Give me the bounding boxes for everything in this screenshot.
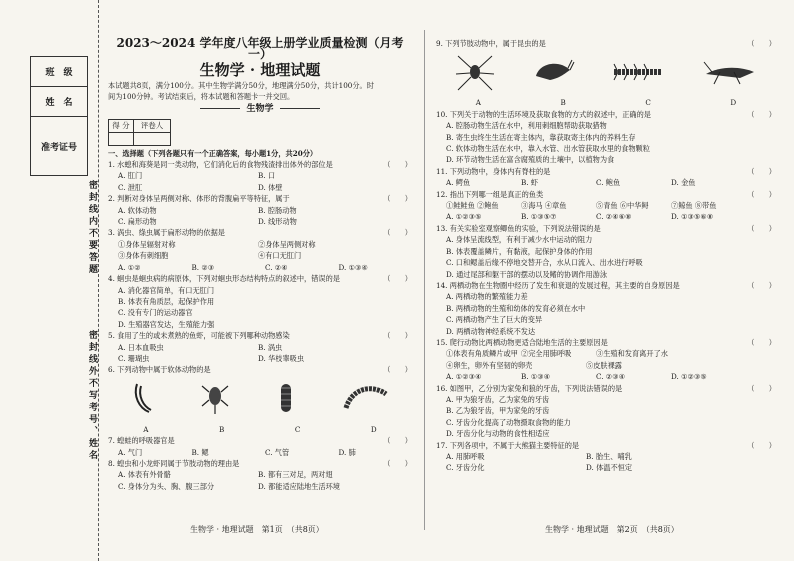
answer-option[interactable]: B. 口 bbox=[258, 171, 276, 181]
answer-option[interactable]: B. ②③ bbox=[191, 262, 215, 272]
question-stem: 7. 蝗蛙的呼吸器官是 （ ） bbox=[108, 436, 412, 446]
answer-option[interactable]: B bbox=[219, 424, 225, 434]
page-2 bbox=[436, 38, 776, 474]
answer-blank[interactable]: （ ） bbox=[747, 280, 776, 290]
answer-option[interactable]: A. 甲为狼牙齿，乙为家兔的牙齿 bbox=[446, 394, 550, 404]
footer-page-2: 生物学 · 地理试题 第2页 （共8页） bbox=[545, 525, 679, 534]
answer-option[interactable]: B bbox=[560, 98, 566, 108]
question-stem: 8. 蝗虫和小龙虾同属于节肢动物的理由是 （ ） bbox=[108, 458, 412, 468]
answer-option[interactable]: A. 消化器官简单，有口无肛门 bbox=[118, 285, 215, 295]
question-item bbox=[108, 435, 412, 458]
answer-blank[interactable]: （ ） bbox=[383, 365, 412, 375]
page-1 bbox=[108, 38, 412, 492]
answer-option[interactable]: A bbox=[143, 424, 149, 434]
answer-option[interactable]: C. 牙齿分化 bbox=[446, 463, 485, 473]
name-field[interactable]: 姓 名 bbox=[31, 87, 87, 117]
answer-option[interactable]: B. ①③④ bbox=[521, 372, 551, 382]
answer-option[interactable]: D. 通过尾部和躯干部的摆动以及鳍的协调作用游泳 bbox=[446, 269, 608, 279]
answer-option[interactable]: C bbox=[645, 98, 651, 108]
answer-option[interactable]: D. 环节动物生活在富含腐殖质的土壤中，以植物为食 bbox=[446, 155, 615, 165]
question-stem: 16. 如图甲，乙分别为家兔和狼的牙齿，下列说法错误的是 （ ） bbox=[436, 383, 776, 393]
animal-figure-row bbox=[436, 49, 776, 97]
answer-blank[interactable]: （ ） bbox=[383, 228, 412, 238]
question-stem: 13. 有关实验室观察鲫鱼的实验，下列说法错误的是 （ ） bbox=[436, 223, 776, 233]
score-table: 得 分 评卷人 bbox=[108, 119, 171, 146]
answer-option[interactable]: B. 胎生、哺乳 bbox=[586, 452, 632, 461]
answer-option[interactable]: B. ①③⑤⑦ bbox=[521, 212, 557, 222]
answer-option[interactable]: A. 身体呈流线型，有利于减少水中运动的阻力 bbox=[446, 235, 593, 245]
animal-image bbox=[200, 378, 230, 421]
answer-blank[interactable]: （ ） bbox=[383, 160, 412, 170]
answer-option[interactable]: A. 气门 bbox=[118, 447, 143, 457]
answer-option[interactable]: ⑤青鱼 ⑥中华鲟 bbox=[596, 201, 649, 211]
answer-option[interactable]: D. 生殖器官发达，生殖能力强 bbox=[118, 319, 215, 329]
answer-option[interactable]: ②身体呈两侧对称 bbox=[258, 239, 316, 249]
question-stem: 5. 食用了生的或未煮熟的鱼虾，可能被下列哪种动物感染 （ ） bbox=[108, 331, 412, 341]
question-stem: 15. 爬行动物比两栖动物更适合陆地生活的主要原因是 （ ） bbox=[436, 337, 776, 347]
answer-option[interactable]: B. 乙为狼牙齿，甲为家兔的牙齿 bbox=[446, 406, 550, 416]
answer-option[interactable]: B. 都有三对足，两对翅 bbox=[258, 470, 333, 480]
question-stem: 12. 指出下列哪一组是真正的鱼类 （ ） bbox=[436, 189, 776, 199]
answer-blank[interactable]: （ ） bbox=[383, 274, 412, 284]
answer-option[interactable]: ①身体呈辐射对称 bbox=[118, 239, 176, 249]
answer-blank[interactable]: （ ） bbox=[383, 331, 412, 341]
exam-title: 2023～2024 学年度八年级上册学业质量检测（月考一） bbox=[116, 36, 404, 62]
animal-image bbox=[271, 378, 301, 421]
exam-note: 本试题共8页，满分100分。其中生物学满分50分，地理满分50分，共计100分。时 间为100分钟。考试结束后，将本试题和答题卡一并交回。 bbox=[108, 81, 374, 102]
answer-option[interactable]: D bbox=[370, 424, 377, 434]
animal-image bbox=[129, 378, 159, 421]
answer-blank[interactable]: （ ） bbox=[747, 440, 776, 450]
answer-option[interactable]: C. ②④⑥⑧ bbox=[596, 212, 632, 222]
answer-option[interactable]: D. 牙齿分化与动物的食性相适应 bbox=[446, 429, 550, 439]
answer-option[interactable]: ②完全用肺呼吸 bbox=[521, 349, 572, 359]
answer-option[interactable]: ③海马 ④章鱼 bbox=[521, 201, 567, 211]
answer-blank[interactable]: （ ） bbox=[383, 458, 412, 468]
answer-option[interactable]: D. 都能适应陆地生活环境 bbox=[258, 481, 340, 491]
binding-margin bbox=[0, 0, 99, 561]
question-stem: 14. 两栖动物在生物圈中经历了发生和衰退的发展过程，其主要的自身原因是 （ ） bbox=[436, 280, 776, 290]
answer-option[interactable]: C. 身体分为头、胸、腹三部分 bbox=[118, 481, 215, 491]
answer-option[interactable]: B. 两栖动物的生殖和幼体的发育必须在水中 bbox=[446, 303, 586, 313]
question-item bbox=[436, 383, 776, 440]
answer-option[interactable]: B. 鳃 bbox=[191, 447, 209, 457]
answer-option[interactable]: A. ①②③④ bbox=[446, 372, 482, 382]
question-item bbox=[436, 189, 776, 223]
answer-blank[interactable]: （ ） bbox=[747, 109, 776, 119]
question-item bbox=[436, 280, 776, 337]
answer-option[interactable]: C. 珊瑚虫 bbox=[118, 353, 150, 363]
answer-option[interactable]: B. 体表覆盖鳞片，有黏液，起保护身体的作用 bbox=[446, 246, 593, 256]
answer-blank[interactable]: （ ） bbox=[747, 189, 776, 199]
answer-option[interactable]: A. 用肺呼吸 bbox=[446, 452, 485, 461]
answer-option[interactable]: ⑤皮肤裸露 bbox=[586, 360, 622, 370]
answer-option[interactable]: D. ①②③⑤ bbox=[671, 372, 707, 382]
question-stem: 9. 下列节肢动物中，属于昆虫的是 （ ） bbox=[436, 39, 776, 48]
subject-heading: 生物学 bbox=[108, 104, 412, 115]
class-field[interactable]: 班 级 bbox=[31, 57, 87, 87]
answer-option[interactable]: D. 线形动物 bbox=[258, 217, 297, 227]
answer-blank[interactable]: （ ） bbox=[747, 166, 776, 176]
answer-option[interactable]: A. ①② bbox=[118, 262, 141, 272]
answer-option[interactable]: C. 两栖动物产生了巨大的变异 bbox=[446, 315, 543, 325]
answer-option[interactable]: A. 鳄鱼 bbox=[446, 178, 471, 188]
animal-image bbox=[452, 52, 498, 95]
answer-option[interactable]: D bbox=[730, 98, 737, 108]
page-divider bbox=[424, 30, 425, 530]
animal-image bbox=[530, 52, 576, 95]
question-stem: 2. 判断对身体呈两侧对称、体形的背腹扁平等特征，属于 （ ） bbox=[108, 194, 412, 204]
answer-blank[interactable]: （ ） bbox=[747, 383, 776, 393]
left-question-list bbox=[108, 159, 412, 492]
answer-option[interactable]: A. 软体动物 bbox=[118, 205, 157, 215]
animal-image bbox=[700, 52, 760, 95]
section-heading: 一、选择题（下列各题只有一个正确答案，每小题1分，共20分） bbox=[108, 148, 318, 158]
question-item bbox=[108, 273, 412, 330]
question-item bbox=[436, 38, 776, 109]
seal-line-label: 密封线内不要答题 bbox=[87, 180, 97, 276]
answer-option[interactable]: ③生殖和发育离开了水 bbox=[596, 349, 668, 359]
answer-blank[interactable]: （ ） bbox=[383, 194, 412, 204]
answer-option[interactable]: C. 泄肛 bbox=[118, 182, 143, 192]
answer-option[interactable]: ③身体有刺细胞 bbox=[118, 251, 169, 261]
answer-option[interactable]: C. 扁形动物 bbox=[118, 217, 157, 227]
answer-option[interactable]: A. 两栖动物的繁殖能力差 bbox=[446, 292, 528, 302]
answer-option[interactable]: B. 寄生虫终生生活在寄主体内，靠获取寄主体内的养料生存 bbox=[446, 132, 636, 142]
answer-option[interactable]: D. 体壁 bbox=[258, 182, 283, 192]
answer-option[interactable]: C. 口和鳃盖后缘不停地交替开合，水从口流入、出水进行呼吸 bbox=[446, 258, 643, 268]
animal-figure-row bbox=[108, 376, 412, 424]
answer-option[interactable]: A. ①②③⑤ bbox=[446, 212, 482, 222]
answer-blank[interactable]: （ ） bbox=[383, 436, 412, 446]
question-item bbox=[108, 330, 412, 364]
answer-option[interactable]: A. 腔肠动物生活在水中，利用刺细胞帮助获取猎物 bbox=[446, 121, 607, 131]
answer-option[interactable]: ④有口无肛门 bbox=[258, 251, 302, 261]
answer-option[interactable]: C. 没有专门的运动器官 bbox=[118, 308, 193, 318]
question-item bbox=[108, 364, 412, 435]
answer-blank[interactable]: （ ） bbox=[747, 223, 776, 233]
question-item bbox=[436, 440, 776, 474]
question-stem: 17. 下列各项中，不属于大熊猫主要特征的是 （ ） bbox=[436, 440, 776, 450]
answer-option[interactable]: D. ①③⑤⑥⑧ bbox=[671, 212, 714, 222]
question-item bbox=[108, 458, 412, 492]
answer-option[interactable]: ①鲑鲑鱼 ②鲍鱼 bbox=[446, 201, 499, 211]
question-stem: 3. 涡虫、绦虫属于扁形动物的依据是 （ ） bbox=[108, 228, 412, 238]
answer-option[interactable]: D. 两栖动物神经系统不发达 bbox=[446, 326, 536, 336]
answer-blank[interactable]: （ ） bbox=[747, 39, 776, 48]
answer-option[interactable]: D. ①③④ bbox=[338, 262, 368, 272]
animal-image bbox=[608, 52, 668, 95]
animal-image bbox=[342, 378, 392, 421]
student-info-box bbox=[30, 56, 88, 176]
question-item bbox=[436, 223, 776, 280]
answer-option[interactable]: ①体表有角质鳞片或甲 bbox=[446, 349, 518, 359]
question-item bbox=[108, 193, 412, 227]
answer-option[interactable]: A. 肛门 bbox=[118, 171, 143, 181]
answer-option[interactable]: B. 腔肠动物 bbox=[258, 205, 297, 215]
answer-option[interactable]: C. ②③④ bbox=[596, 372, 626, 382]
question-item bbox=[436, 337, 776, 383]
answer-option[interactable]: B. 涡虫 bbox=[258, 342, 283, 352]
answer-option[interactable]: D. 体温不恒定 bbox=[586, 463, 633, 473]
answer-option[interactable]: C. 鲍鱼 bbox=[596, 178, 621, 188]
answer-option[interactable]: B. 体表有角质层，起保护作用 bbox=[118, 296, 215, 306]
answer-option[interactable]: C. ②④ bbox=[265, 262, 288, 272]
answer-option[interactable]: A. 体表有外骨骼 bbox=[118, 470, 171, 480]
right-question-list bbox=[436, 38, 776, 474]
question-item bbox=[436, 109, 776, 166]
answer-option[interactable]: A bbox=[475, 98, 481, 108]
answer-option[interactable]: C bbox=[294, 424, 301, 434]
seal-line-label-2: 密封线外不写考号、姓名 bbox=[87, 330, 97, 462]
answer-option[interactable]: B. 虾 bbox=[521, 178, 539, 188]
question-stem: 1. 水螅和海葵是同一类动物，它们消化后的食物残渣排出体外的部位是 （ ） bbox=[108, 160, 412, 170]
answer-option[interactable]: ④卵生，卵外有坚韧的卵壳 bbox=[446, 360, 533, 370]
exam-id-field[interactable]: 准考证号 bbox=[40, 142, 77, 153]
question-stem: 11. 下列动物中，身体内有脊柱的是 （ ） bbox=[436, 166, 776, 176]
answer-option[interactable]: ⑦鲸鱼 ⑧带鱼 bbox=[671, 201, 717, 211]
question-item bbox=[108, 159, 412, 193]
question-item bbox=[108, 227, 412, 273]
answer-blank[interactable]: （ ） bbox=[747, 337, 776, 347]
answer-option[interactable]: A. 日本血吸虫 bbox=[118, 342, 164, 352]
answer-option[interactable]: D. 华枝睾吸虫 bbox=[258, 353, 305, 363]
exam-subtitle: 生物学 · 地理试题 bbox=[199, 60, 321, 79]
question-stem: 6. 下列动物中属于软体动物的是 （ ） bbox=[108, 365, 412, 375]
question-stem: 10. 下列关于动物的生活环境及获取食物的方式的叙述中，正确的是 （ ） bbox=[436, 109, 776, 119]
question-stem: 4. 蛔虫是蛔虫病的病原体，下列对蛔虫形态结构特点的叙述中，错误的是 （ ） bbox=[108, 274, 412, 284]
answer-option[interactable]: C. 牙齿分化提高了动物摄取食物的能力 bbox=[446, 417, 571, 427]
answer-option[interactable]: C. 气管 bbox=[265, 447, 290, 457]
footer-page-1: 生物学 · 地理试题 第1页 （共8页） bbox=[190, 525, 324, 534]
answer-option[interactable]: C. 软体动物生活在水中，靠入水管、出水管获取水里的食物颗粒 bbox=[446, 144, 650, 154]
answer-option[interactable]: D. 金鱼 bbox=[671, 178, 696, 188]
question-item bbox=[436, 166, 776, 189]
answer-option[interactable]: D. 肺 bbox=[338, 447, 356, 457]
